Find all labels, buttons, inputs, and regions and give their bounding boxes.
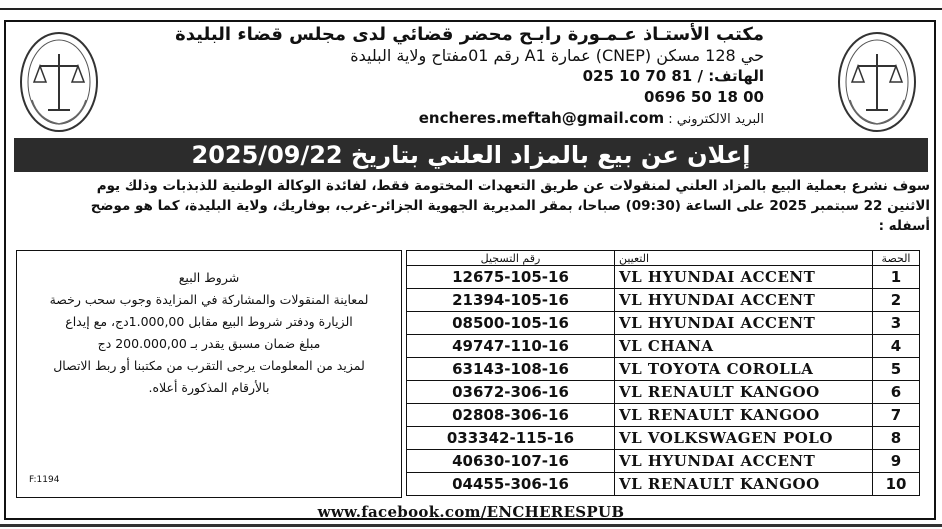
email-address: encheres.meftah@gmail.com (418, 109, 665, 127)
vehicle-cell: VL RENAULT KANGOO (614, 473, 872, 496)
vehicle-cell: VL RENAULT KANGOO (614, 381, 872, 404)
office-name: مكتب الأستـاذ عـمـورة رابـح محضر قضائي لدى مجلس قضاء البليدة (175, 24, 764, 45)
intro-line: سوف نشرع بعملية البيع بالمزاد العلني لمنقولات عن طريق التعهدات المختومة فقط، لفائدة الوكالة الوطنية للذبذبات وذلك يوم (96, 178, 930, 194)
lot-cell: 1 (873, 266, 920, 289)
lot-cell: 7 (873, 404, 920, 427)
table-row (407, 266, 920, 289)
table-row (407, 450, 920, 473)
header-vehicle: التعيين (614, 251, 872, 266)
intro-line: الاثنين 22 سبتمبر 2025 على الساعة (09:30) صباحا، بمقر المديرية الجهوية الجزائر-غرب، بوفاريك، ولاية البليدة، كما هو موضح (90, 198, 930, 214)
registration-cell: 04455-306-16 (407, 473, 615, 496)
vehicle-cell: VL HYUNDAI ACCENT (614, 312, 872, 335)
justice-seal-icon (836, 30, 918, 134)
lot-cell: 3 (873, 312, 920, 335)
vehicle-cell: VL VOLKSWAGEN POLO (614, 427, 872, 450)
vehicle-cell: VL RENAULT KANGOO (614, 404, 872, 427)
table-row (407, 312, 920, 335)
auction-banner (14, 138, 928, 172)
registration-cell: 02808-306-16 (407, 404, 615, 427)
lot-cell: 9 (873, 450, 920, 473)
banner-title: إعلان عن بيع بالمزاد العلني بتاريخ (350, 141, 751, 169)
table-row (407, 404, 920, 427)
lot-cell: 6 (873, 381, 920, 404)
conditions-line: لمعاينة المنقولات والمشاركة في المزايدة وجوب سحب رخصة (49, 292, 369, 307)
registration-cell: 12675-105-16 (407, 266, 615, 289)
registration-cell: 63143-108-16 (407, 358, 615, 381)
email-label: البريد الالكتروني : (668, 112, 764, 127)
registration-cell: 49747-110-16 (407, 335, 615, 358)
top-rule (0, 8, 942, 10)
registration-cell: 40630-107-16 (407, 450, 615, 473)
reference-code: F:1194 (29, 475, 60, 485)
phone-number-2: 0696 50 18 00 (643, 88, 764, 106)
table-row (407, 427, 920, 450)
conditions-title: شروط البيع (178, 270, 240, 285)
justice-seal-icon (18, 30, 100, 134)
facebook-link[interactable]: www.facebook.com/ENCHERESPUB (317, 503, 625, 521)
sale-conditions-box (16, 250, 402, 498)
registration-cell: 033342-115-16 (407, 427, 615, 450)
lot-cell: 4 (873, 335, 920, 358)
table-row (407, 335, 920, 358)
intro-paragraph (10, 176, 930, 236)
email-line (164, 108, 764, 130)
lot-cell: 2 (873, 289, 920, 312)
vehicle-cell: VL CHANA (614, 335, 872, 358)
header-lot: الحصة (873, 251, 920, 266)
conditions-line: لمزيد من المعلومات يرجى التقرب من مكتبنا أو ربط الاتصال (53, 358, 365, 373)
phone-number-1: 025 10 70 81 (582, 67, 693, 85)
registration-cell: 21394-105-16 (407, 289, 615, 312)
table-row (407, 473, 920, 496)
conditions-line: بالأرقام المذكورة أعلاه. (148, 380, 270, 395)
vehicle-cell: VL TOYOTA COROLLA (614, 358, 872, 381)
vehicle-cell: VL HYUNDAI ACCENT (614, 266, 872, 289)
lot-cell: 5 (873, 358, 920, 381)
registration-cell: 08500-105-16 (407, 312, 615, 335)
conditions-line: الزيارة ودفتر شروط البيع مقابل 1.000,00دج، مع إيداع (65, 314, 353, 329)
phone-label: الهاتف: (708, 67, 764, 85)
vehicle-cell: VL HYUNDAI ACCENT (614, 289, 872, 312)
table-row (407, 289, 920, 312)
lots-table (406, 250, 920, 496)
header-registration: رقم التسجيل (407, 251, 615, 266)
lot-cell: 8 (873, 427, 920, 450)
office-address: حي 128 مسكن (CNEP) عمارة A1 رقم 01مفتاح ولاية البليدة (350, 46, 764, 65)
lot-cell: 10 (873, 473, 920, 496)
auction-date: 2025/09/22 (191, 141, 343, 169)
registration-cell: 03672-306-16 (407, 381, 615, 404)
table-row (407, 358, 920, 381)
vehicle-cell: VL HYUNDAI ACCENT (614, 450, 872, 473)
intro-line: أسفله : (878, 218, 930, 234)
table-header-row (407, 251, 920, 266)
phone-line: الهاتف: 025 10 70 81 / (582, 67, 764, 85)
office-header (164, 24, 764, 130)
table-row (407, 381, 920, 404)
bottom-rule (0, 524, 942, 527)
conditions-line: مبلغ ضمان مسبق يقدر بـ 200.000,00 دج (97, 336, 321, 351)
